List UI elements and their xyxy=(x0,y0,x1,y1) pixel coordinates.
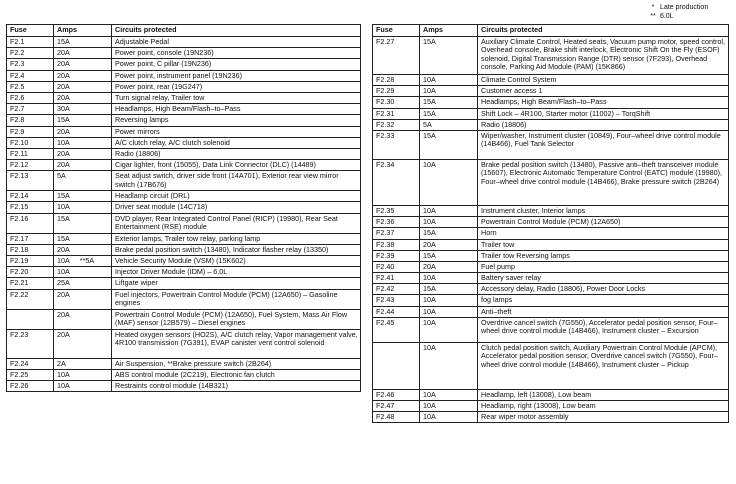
circuits-cell: Radio (18806) xyxy=(478,119,729,130)
amps-value: 10A xyxy=(423,342,436,352)
amps-cell xyxy=(420,97,478,108)
amps-cell xyxy=(54,81,112,92)
table-row xyxy=(7,309,361,329)
table-row xyxy=(373,261,729,272)
circuits-cell: Restraints control module (14B321) xyxy=(112,380,361,391)
amps-value: 20A xyxy=(57,126,70,136)
amps-cell xyxy=(54,202,112,213)
fuse-cell: F2.26 xyxy=(7,380,54,391)
circuits-cell: Shift Lock – 4R100, Starter motor (11002) – TorqShift xyxy=(478,108,729,119)
amps-cell xyxy=(54,126,112,137)
amps-cell xyxy=(420,130,478,159)
fuse-cell: F2.43 xyxy=(373,295,420,306)
table-row xyxy=(7,48,361,59)
amps-cell xyxy=(420,412,478,423)
circuits-cell: Power point, console (19N236) xyxy=(112,48,361,59)
amps-value: 2A xyxy=(57,358,66,368)
amps-value: 20A xyxy=(57,329,70,339)
table-row xyxy=(373,108,729,119)
circuits-cell: A/C clutch relay, A/C clutch solenoid xyxy=(112,137,361,148)
amps-cell xyxy=(54,309,112,329)
fuse-cell: F2.23 xyxy=(7,329,54,358)
fuse-cell: F2.9 xyxy=(7,126,54,137)
circuits-cell: Power point, C pillar (19N236) xyxy=(112,59,361,70)
amps-cell xyxy=(420,205,478,216)
table-row xyxy=(7,92,361,103)
amps-value: 5A xyxy=(423,119,432,129)
fuse-cell: F2.47 xyxy=(373,401,420,412)
circuits-cell: Radio (18806) xyxy=(112,148,361,159)
amps-value: 15A xyxy=(57,233,70,243)
column-header-circuits: Circuits protected xyxy=(478,25,729,37)
amps-value: 15A xyxy=(423,37,436,46)
circuits-cell: Cigar lighter, front (15055), Data Link Connector (DLC) (14489) xyxy=(112,160,361,171)
circuits-cell: Accessory delay, Radio (18806), Power Door Locks xyxy=(478,284,729,295)
amps-value: 15A xyxy=(423,130,436,140)
amps-cell xyxy=(54,160,112,171)
table-row xyxy=(373,317,729,342)
column-header-amps: Amps xyxy=(54,25,112,37)
amps-value: 10A xyxy=(57,202,70,212)
circuits-cell: Turn signal relay, Trailer tow xyxy=(112,92,361,103)
circuits-cell: Reversing lamps xyxy=(112,115,361,126)
fuse-cell: F2.35 xyxy=(373,205,420,216)
fuse-cell: F2.32 xyxy=(373,119,420,130)
fuse-cell: F2.24 xyxy=(7,358,54,369)
amps-value: 20A xyxy=(57,92,70,102)
amps-value: 30A xyxy=(57,104,70,114)
amps-value: 20A xyxy=(57,148,70,158)
amps-cell xyxy=(420,261,478,272)
amps-cell xyxy=(54,278,112,289)
table-row xyxy=(373,205,729,216)
amps-value: 20A xyxy=(57,309,70,319)
legend-row-late-production xyxy=(648,3,708,12)
fuse-cell: F2.5 xyxy=(7,81,54,92)
fuse-cell: F2.17 xyxy=(7,233,54,244)
table-row xyxy=(7,278,361,289)
circuits-cell: Powertrain Control Module (PCM) (12A650), Fuel System, Mass Air Flow (MAF) sensor (12B579) – Diesel engines xyxy=(112,309,361,329)
circuits-cell: Headlamps, High Beam/Flash–to–Pass xyxy=(112,104,361,115)
amps-value: 15A xyxy=(57,37,70,46)
circuits-cell: Power point, instrument panel (19N236) xyxy=(112,70,361,81)
table-row xyxy=(7,202,361,213)
amps-cell xyxy=(54,256,112,267)
table-row xyxy=(373,130,729,159)
circuits-cell: Trailer tow xyxy=(478,239,729,250)
legend-symbol: * xyxy=(651,4,655,11)
fuse-cell: F2.10 xyxy=(7,137,54,148)
amps-value: 10A xyxy=(423,205,436,215)
table-row xyxy=(373,228,729,239)
table-row xyxy=(373,342,729,389)
column-header-amps: Amps xyxy=(420,25,478,37)
table-row xyxy=(7,329,361,358)
amps-value: 15A xyxy=(57,115,70,125)
amps-value: 10A xyxy=(57,267,70,277)
circuits-cell: Air Suspension, **Brake pressure switch (2B264) xyxy=(112,358,361,369)
fuse-cell: F2.4 xyxy=(7,70,54,81)
amps-cell xyxy=(54,191,112,202)
amps-value: 10A xyxy=(423,75,436,84)
circuits-cell: Power point, rear (19G247) xyxy=(112,81,361,92)
amps-cell xyxy=(54,48,112,59)
fuse-cell: F2.19 xyxy=(7,256,54,267)
amps-value: 15A xyxy=(423,250,436,260)
amps-cell xyxy=(54,244,112,255)
amps-cell xyxy=(420,108,478,119)
circuits-cell: Customer access 1 xyxy=(478,86,729,97)
fuse-cell: F2.39 xyxy=(373,250,420,261)
fuse-cell: F2.28 xyxy=(373,75,420,86)
circuits-cell: Headlamp circuit (DRL) xyxy=(112,191,361,202)
table-row xyxy=(7,233,361,244)
amps-cell xyxy=(54,380,112,391)
amps-value: 15A xyxy=(423,108,436,118)
amps-cell xyxy=(420,342,478,389)
circuits-cell: Seat adjust switch, driver side front (14A701), Exterior rear view mirror switch (17B676) xyxy=(112,171,361,191)
circuits-cell: Powertrain Control Module (PCM) (12A650) xyxy=(478,217,729,228)
amps-note: **5A xyxy=(79,256,95,265)
circuits-cell: Adjustable Pedal xyxy=(112,37,361,48)
amps-cell xyxy=(420,250,478,261)
amps-cell xyxy=(54,59,112,70)
fuse-cell: F2.33 xyxy=(373,130,420,159)
circuits-cell: Fuel pump xyxy=(478,261,729,272)
amps-value: 10A xyxy=(423,295,436,305)
table-row xyxy=(7,380,361,391)
table-row xyxy=(7,171,361,191)
column-header-circuits: Circuits protected xyxy=(112,25,361,37)
circuits-cell: Fuel injectors, Powertrain Control Module (PCM) (12A650) – Gasoline engines xyxy=(112,289,361,309)
amps-value: 15A xyxy=(423,97,436,107)
fuse-cell: F2.37 xyxy=(373,228,420,239)
circuits-cell: Climate Control System xyxy=(478,75,729,86)
amps-value: 10A xyxy=(423,86,436,96)
amps-value: 10A xyxy=(423,306,436,316)
amps-cell xyxy=(54,369,112,380)
amps-cell xyxy=(54,115,112,126)
amps-value: 10A xyxy=(57,369,70,379)
circuits-cell: Headlamp, left (13008), Low beam xyxy=(478,389,729,400)
fuse-cell: F2.44 xyxy=(373,306,420,317)
table-row xyxy=(373,401,729,412)
circuits-cell: fog lamps xyxy=(478,295,729,306)
amps-cell xyxy=(420,389,478,400)
amps-value: 10A xyxy=(57,380,70,390)
amps-cell xyxy=(420,86,478,97)
amps-cell xyxy=(54,289,112,309)
circuits-cell: Driver seat module (14C718) xyxy=(112,202,361,213)
amps-cell xyxy=(420,228,478,239)
amps-cell xyxy=(54,267,112,278)
amps-value: 20A xyxy=(57,70,70,80)
table-row xyxy=(373,412,729,423)
circuits-cell: ABS control module (2C219), Electronic fan clutch xyxy=(112,369,361,380)
table-row xyxy=(373,217,729,228)
circuits-cell: Brake pedal position switch (13480), Passive anti–theft transceiver module (15607), Electronic Automatic Temperature Control (EATC) module (19980), Four–wheel drive control module (14B466), Brake pressure switch (2B264) xyxy=(478,159,729,205)
fuse-cell: F2.13 xyxy=(7,171,54,191)
table-row xyxy=(7,126,361,137)
amps-cell xyxy=(54,37,112,48)
table-row xyxy=(7,115,361,126)
circuits-cell: Battery saver relay xyxy=(478,273,729,284)
fuse-cell: F2.48 xyxy=(373,412,420,423)
amps-value: 15A xyxy=(423,284,436,294)
fuse-table-left xyxy=(6,24,361,392)
amps-value: 15A xyxy=(57,191,70,201)
amps-cell xyxy=(420,317,478,342)
table-row xyxy=(373,37,729,75)
amps-value: 20A xyxy=(57,59,70,69)
amps-value: 15A xyxy=(423,228,436,238)
legend-symbol: ** xyxy=(650,13,656,20)
table-row xyxy=(7,137,361,148)
amps-cell xyxy=(420,401,478,412)
table-row xyxy=(373,273,729,284)
amps-value: 5A xyxy=(57,171,66,181)
table-row xyxy=(373,97,729,108)
table-row xyxy=(7,358,361,369)
table-row xyxy=(373,295,729,306)
table-row xyxy=(7,244,361,255)
fuse-cell: F2.34 xyxy=(373,159,420,205)
fuse-cell: F2.21 xyxy=(7,278,54,289)
amps-cell xyxy=(420,295,478,306)
amps-cell xyxy=(420,119,478,130)
amps-value: 25A xyxy=(57,278,70,288)
fuse-cell: F2.14 xyxy=(7,191,54,202)
fuse-cell: F2.29 xyxy=(373,86,420,97)
amps-cell xyxy=(420,159,478,205)
fuse-cell: F2.31 xyxy=(373,108,420,119)
amps-cell xyxy=(420,37,478,75)
circuits-cell: Instrument cluster, Interior lamps xyxy=(478,205,729,216)
fuse-cell: F2.1 xyxy=(7,37,54,48)
circuits-cell: Clutch pedal position switch, Auxiliary Powertrain Control Module (APCM), Accelerator pedal position sensor, Overdrive cancel switch (7G550), Four–wheel drive control module (14B466), Instrument cluster – Pickup xyxy=(478,342,729,389)
fuse-cell: F2.15 xyxy=(7,202,54,213)
amps-cell xyxy=(420,273,478,284)
column-header-fuse: Fuse xyxy=(373,25,420,37)
table-row xyxy=(7,256,361,267)
circuits-cell: Auxiliary Climate Control, Heated seats, Vacuum pump motor, speed control, Overhead console, Brake shift interlock, Electronic Shift On the Fly (ESOF) solenoid, Digital Transmission Range (DTR) sensor (7F293), Overhead console, Parking Aid Module (PAM) (15K866) xyxy=(478,37,729,75)
fuse-cell: F2.16 xyxy=(7,213,54,233)
amps-cell xyxy=(420,306,478,317)
table-row xyxy=(373,389,729,400)
amps-value: 10A xyxy=(57,256,70,265)
amps-cell xyxy=(54,171,112,191)
amps-value: 10A xyxy=(423,317,436,327)
fuse-cell: F2.36 xyxy=(373,217,420,228)
circuits-cell: Overdrive cancel switch (7G550), Accelerator pedal position sensor, Four–wheel drive control module (14B466), Instrument cluster – Excursion xyxy=(478,317,729,342)
amps-value: 20A xyxy=(57,244,70,254)
table-row xyxy=(7,289,361,309)
fuse-cell: F2.18 xyxy=(7,244,54,255)
circuits-cell: Power mirrors xyxy=(112,126,361,137)
table-row xyxy=(7,59,361,70)
amps-cell xyxy=(54,148,112,159)
fuse-cell: F2.22 xyxy=(7,289,54,309)
table-row xyxy=(7,81,361,92)
table-row xyxy=(373,306,729,317)
amps-value: 20A xyxy=(423,239,436,249)
table-row xyxy=(7,104,361,115)
fuse-cell: F2.3 xyxy=(7,59,54,70)
fuse-cell: F2.46 xyxy=(373,389,420,400)
fuse-cell: F2.27 xyxy=(373,37,420,75)
circuits-cell: Wiper/washer, Instrument cluster (10849), Four–wheel drive control module (14B466), Fuel Tank Selector xyxy=(478,130,729,159)
fuse-cell: F2.11 xyxy=(7,148,54,159)
fuse-cell: F2.12 xyxy=(7,160,54,171)
table-row xyxy=(373,86,729,97)
amps-value: 10A xyxy=(423,217,436,227)
amps-value: 20A xyxy=(423,261,436,271)
fuse-cell: F2.8 xyxy=(7,115,54,126)
amps-cell xyxy=(420,239,478,250)
amps-cell xyxy=(420,75,478,86)
amps-value: 10A xyxy=(423,273,436,283)
amps-value: 20A xyxy=(57,289,70,299)
table-row xyxy=(7,70,361,81)
amps-value: 10A xyxy=(423,389,436,399)
circuits-cell: Rear wiper motor assembly xyxy=(478,412,729,423)
table-row xyxy=(7,267,361,278)
circuits-cell: Headlamps, High Beam/Flash–to–Pass xyxy=(478,97,729,108)
fuse-cell: F2.42 xyxy=(373,284,420,295)
fuse-cell: F2.25 xyxy=(7,369,54,380)
legend-text: 6.0L xyxy=(659,13,674,20)
amps-value: 10A xyxy=(423,159,436,169)
fuse-cell: F2.38 xyxy=(373,239,420,250)
amps-cell xyxy=(54,213,112,233)
amps-cell xyxy=(54,233,112,244)
amps-value: 15A xyxy=(57,213,70,223)
fuse-table-right xyxy=(372,24,729,423)
table-row xyxy=(7,148,361,159)
circuits-cell: Anti–theft xyxy=(478,306,729,317)
fuse-cell xyxy=(373,342,420,389)
amps-cell xyxy=(54,137,112,148)
amps-value: 20A xyxy=(57,81,70,91)
amps-value: 10A xyxy=(57,137,70,147)
table-row xyxy=(373,284,729,295)
fuse-cell: F2.20 xyxy=(7,267,54,278)
circuits-cell: Heated oxygen sensors (HO2S), A/C clutch relay, Vapor management valve, 4R100 transmission (7G391), EVAP canister vent control solenoid xyxy=(112,329,361,358)
circuits-cell: DVD player, Rear Integrated Control Panel (RICP) (19980), Rear Seat Entertainment (RSE) module xyxy=(112,213,361,233)
table-row xyxy=(373,159,729,205)
amps-cell xyxy=(54,92,112,103)
circuits-cell: Injector Driver Module (IDM) – 6.0L xyxy=(112,267,361,278)
amps-value: 10A xyxy=(423,412,436,422)
table-row xyxy=(373,250,729,261)
fuse-cell: F2.6 xyxy=(7,92,54,103)
circuits-cell: Trailer tow Reversing lamps xyxy=(478,250,729,261)
amps-value: 20A xyxy=(57,48,70,58)
table-row xyxy=(7,213,361,233)
amps-cell xyxy=(54,70,112,81)
circuits-cell: Headlamp, right (13008), Low beam xyxy=(478,401,729,412)
legend-row-6-0l xyxy=(648,12,708,21)
amps-cell xyxy=(54,329,112,358)
circuits-cell: Brake pedal position switch (13480), Indicator flasher relay (13350) xyxy=(112,244,361,255)
fuse-cell: F2.41 xyxy=(373,273,420,284)
legend-text: Late production xyxy=(659,4,709,11)
table-row xyxy=(7,37,361,48)
amps-cell xyxy=(420,217,478,228)
fuse-cell: F2.30 xyxy=(373,97,420,108)
circuits-cell: Exterior lamps, Trailer tow relay, parking lamp xyxy=(112,233,361,244)
fuse-cell: F2.40 xyxy=(373,261,420,272)
table-row xyxy=(7,191,361,202)
circuits-cell: Horn xyxy=(478,228,729,239)
fuse-cell: F2.7 xyxy=(7,104,54,115)
amps-cell xyxy=(420,284,478,295)
footnote-legend xyxy=(648,3,708,21)
amps-value: 10A xyxy=(423,401,436,410)
fuse-cell: F2.2 xyxy=(7,48,54,59)
amps-cell xyxy=(54,358,112,369)
circuits-cell: Liftgate wiper xyxy=(112,278,361,289)
amps-value: 20A xyxy=(57,160,70,170)
column-header-fuse: Fuse xyxy=(7,25,54,37)
table-row xyxy=(373,239,729,250)
fuse-cell xyxy=(7,309,54,329)
table-row xyxy=(373,75,729,86)
fuse-cell: F2.45 xyxy=(373,317,420,342)
circuits-cell: Vehicle Security Module (VSM) (15K602) xyxy=(112,256,361,267)
table-row xyxy=(7,369,361,380)
table-row xyxy=(7,160,361,171)
table-row xyxy=(373,119,729,130)
amps-cell xyxy=(54,104,112,115)
